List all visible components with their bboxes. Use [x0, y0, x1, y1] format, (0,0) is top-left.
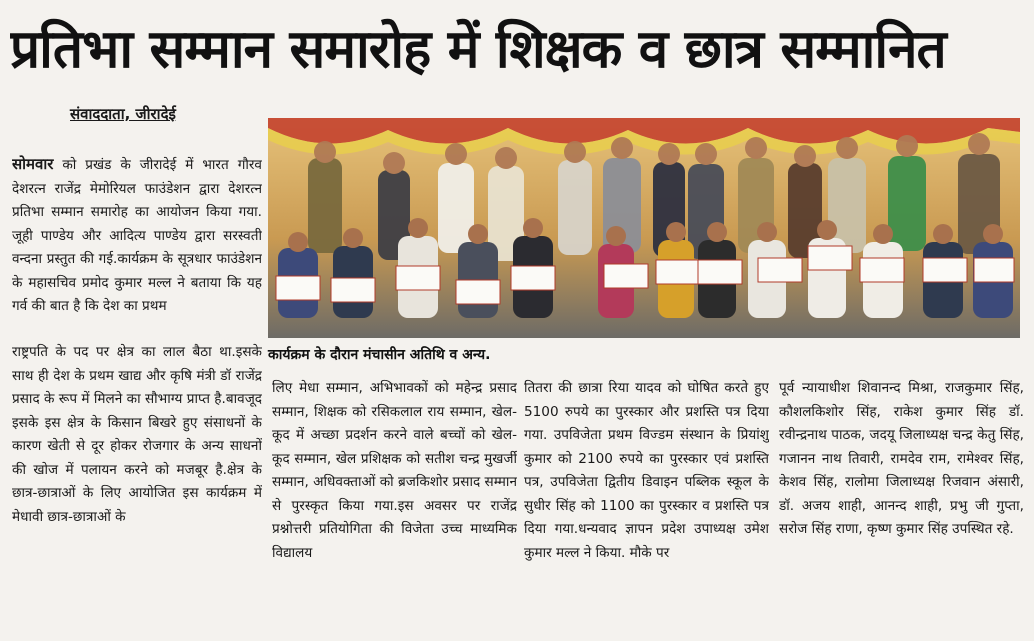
- photo-caption: कार्यक्रम के दौरान मंचासीन अतिथि व अन्य.: [268, 347, 491, 363]
- article-column-4: [779, 377, 1024, 632]
- column-4-text: पूर्व न्यायाधीश शिवानन्द मिश्रा, राजकुमार सिंह, कौशलकिशोर सिंह, राकेश कुमार सिंह डॉ. रवीन्द्रनाथ पाठक, जदयू जिलाध्यक्ष चन्द्र केतु सिंह, गजानन नाथ तिवारी, रामदेव राम, रामेश्वर सिंह, केशव सिंह, रालोमा जिलाध्यक्ष रिजवान अंसारी, डॉ. अजय शाही, आनन्द शाही, प्रभु जी गुप्ता, सरोज सिंह राणा, कृष्ण कुमार सिंह उपस्थित रहे.: [779, 380, 1024, 537]
- article-column-3: [524, 377, 769, 632]
- group-photo-illustration: [268, 118, 1020, 338]
- article-column-1-bottom: [12, 341, 262, 631]
- byline: संवाददाता, जीरादेई: [70, 105, 176, 123]
- column-2-text: लिए मेधा सम्मान, अभिभावकों को महेन्द्र प्रसाद सम्मान, शिक्षक को रसिकलाल राय सम्मान, खेल-कूद में अच्छा प्रदर्शन करने वाले बच्चों को खेल-कूद सम्मान, खेल प्रशिक्षक को सतीश चन्द्र मुखर्जी सम्मान, अधिवक्ताओं को ब्रजकिशोर प्रसाद सम्मान से पुरस्कृत किया गया.इस अवसर पर राजेंद्र प्रश्नोत्तरी प्रतियोगिता की विजेता उच्च माध्यमिक विद्यालय: [272, 380, 517, 561]
- column-1-bottom-text: राष्ट्रपति के पद पर क्षेत्र का लाल बैठा था.इसके साथ ही देश के प्रथम खाद्य और कृषि मंत्री डॉ राजेंद्र प्रसाद के रूप में मिलने का सौभाग्य प्राप्त है.बावजूद इसके इस क्षेत्र के किसान बिखरे हुए संसाधनों के कारण खेती से दूर होकर रोजगार के अन्य साधनों की खोज में पलायन करने को मजबूर है.क्षेत्र के छात्र-छात्राओं के लिए आयोजित इस कार्यक्रम में मेधावी छात्र-छात्राओं के: [12, 344, 262, 525]
- news-photo: [268, 118, 1020, 338]
- lead-word: सोमवार: [12, 155, 54, 173]
- column-3-text: तितरा की छात्रा रिया यादव को घोषित करते हुए 5100 रुपये का पुरस्कार और प्रशस्ति पत्र दिया गया. उपविजेता प्रथम विज्डम संस्थान के प्रियांशु कुमार को 2100 रुपये का पुरस्कार एवं प्रशस्ति पत्र, उपविजेता द्वितीय डिवाइन पब्लिक स्कूल के सुधीर सिंह को 1100 का पुरस्कार व प्रशस्ति पत्र दिया गया.धन्यवाद ज्ञापन प्रदेश उपाध्यक्ष उमेश कुमार मल्ल ने किया. मौके पर: [524, 380, 769, 561]
- column-1-top-text: को प्रखंड के जीरादेई में भारत गौरव देशरत्न राजेंद्र मेमोरियल फाउंडेशन द्वारा देशरत्न प्रतिभा सम्मान समारोह का आयोजन किया गया. जूही पाण्डेय और आदित्य पाण्डेय द्वारा सरस्वती वन्दना प्रस्तुत की गई.कार्यक्रम के सूत्रधार फाउंडेशन के महासचिव प्रमोद कुमार मल्ल ने बताया कि यह गर्व की बात है कि देश का प्रथम: [12, 157, 262, 314]
- article-column-1-top: [12, 153, 262, 341]
- headline: प्रतिभा सम्मान समारोह में शिक्षक व छात्र सम्मानित: [10, 19, 946, 80]
- article-column-2: [272, 377, 517, 632]
